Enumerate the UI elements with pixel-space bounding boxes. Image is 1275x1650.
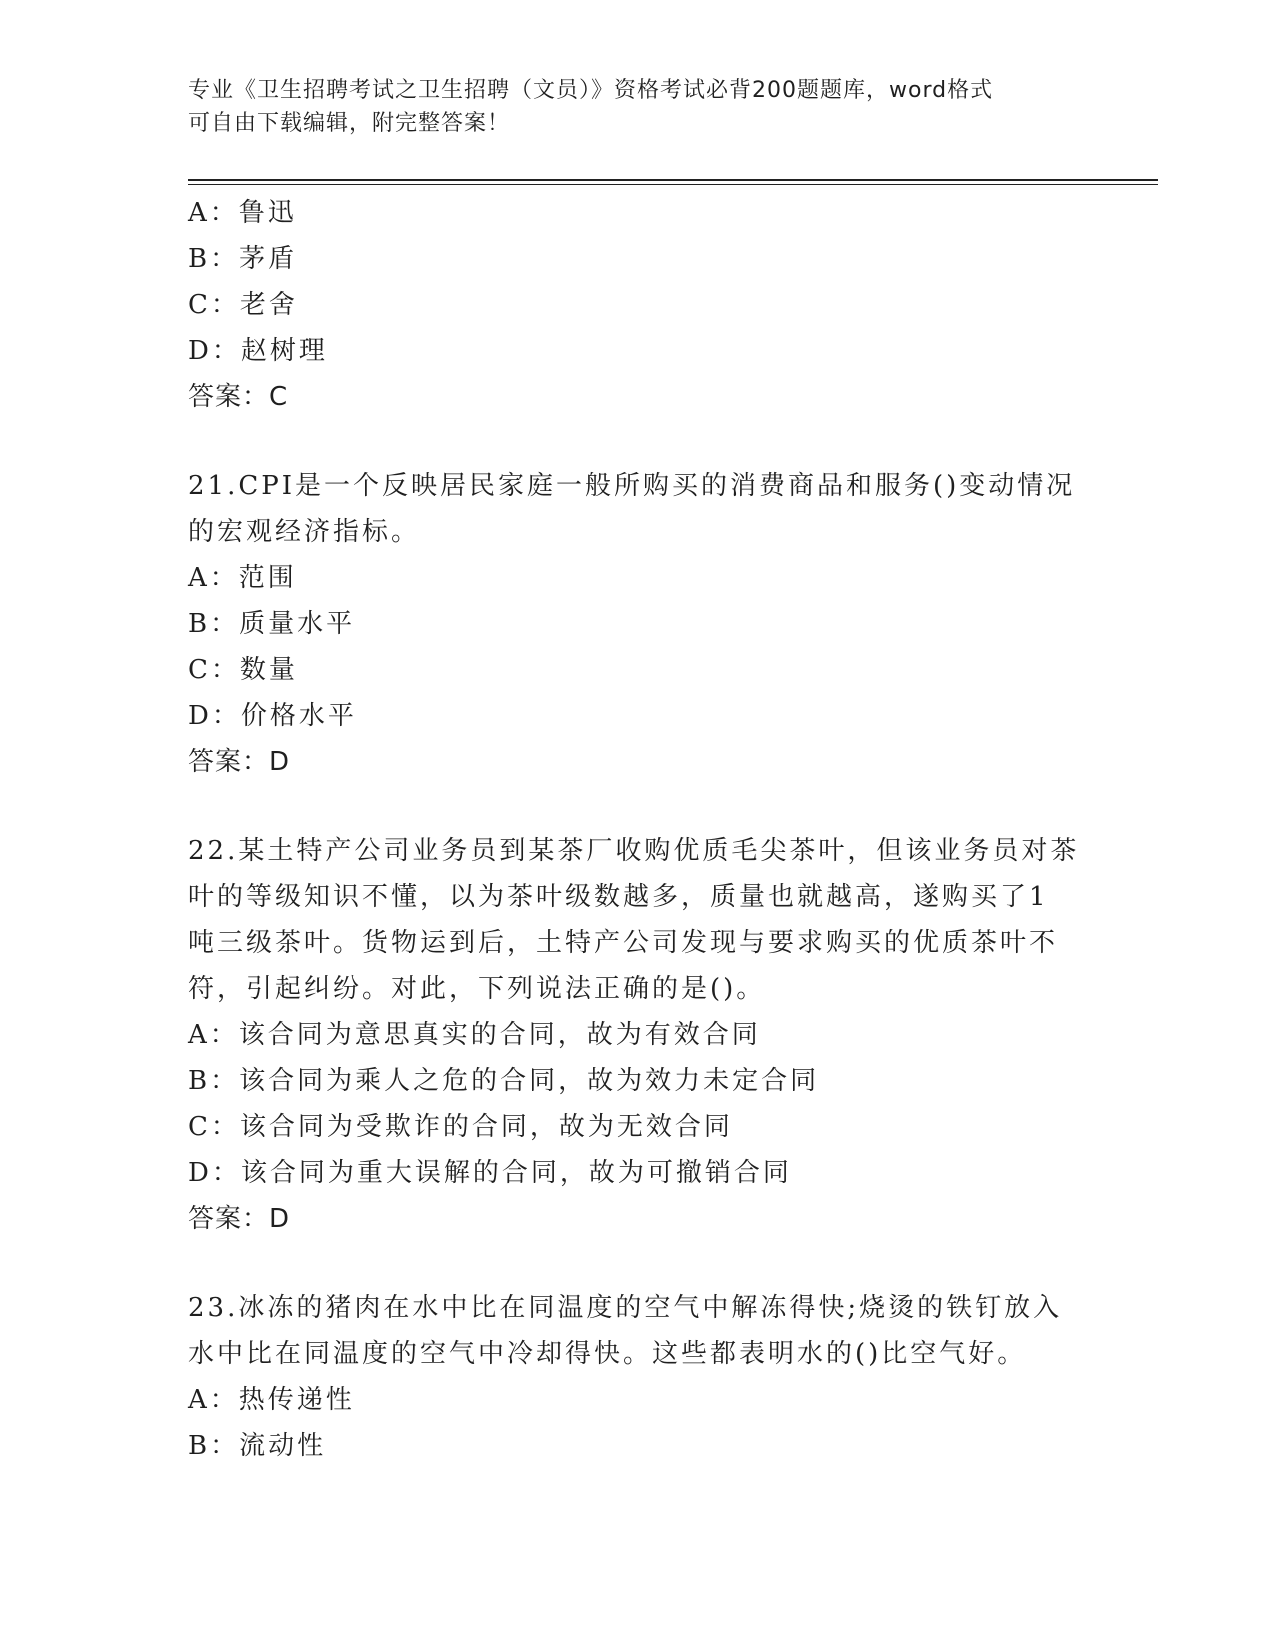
answer-line: 答案：D — [188, 1204, 291, 1234]
answer-line: 答案：C — [188, 382, 289, 412]
header-line-1: 专业《卫生招聘考试之卫生招聘（文员）》资格考试必背200题题库，word格式 — [188, 78, 994, 103]
option-b: B：该合同为乘人之危的合同，故为效力未定合同 — [188, 1066, 820, 1096]
spacer — [188, 785, 1088, 828]
answer-line: 答案：D — [188, 747, 291, 777]
question-block-21 — [188, 463, 1088, 785]
header-line-2: 可自由下载编辑，附完整答案！ — [188, 111, 511, 136]
option-a: A：鲁迅 — [188, 198, 297, 228]
spacer — [188, 1242, 1088, 1285]
question-stem-line: 23.冰冻的猪肉在水中比在同温度的空气中解冻得快;烧烫的铁钉放入 — [188, 1293, 1063, 1323]
option-c: C：老舍 — [188, 290, 298, 320]
option-a: A：该合同为意思真实的合同，故为有效合同 — [188, 1020, 761, 1050]
option-a: A：热传递性 — [188, 1385, 355, 1415]
question-block-prev — [188, 190, 1088, 420]
option-d: D：赵树理 — [188, 336, 328, 366]
question-stem-line: 叶的等级知识不懂，以为茶叶级数越多，质量也就越高，遂购买了1 — [188, 882, 1049, 912]
option-c: C：数量 — [188, 655, 298, 685]
question-stem-line: 水中比在同温度的空气中冷却得快。这些都表明水的()比空气好。 — [188, 1339, 1027, 1369]
option-b: B：茅盾 — [188, 244, 298, 274]
option-d: D：价格水平 — [188, 701, 357, 731]
question-block-22 — [188, 828, 1088, 1242]
question-block-23 — [188, 1285, 1088, 1469]
header-rule-thin — [188, 184, 1158, 185]
question-content — [188, 190, 1088, 1469]
header-rule-thick — [188, 179, 1158, 181]
option-c: C：该合同为受欺诈的合同，故为无效合同 — [188, 1112, 733, 1142]
spacer — [188, 420, 1088, 463]
option-b: B：流动性 — [188, 1431, 327, 1461]
option-b: B：质量水平 — [188, 609, 356, 639]
question-stem-line: 22.某土特产公司业务员到某茶厂收购优质毛尖茶叶，但该业务员对茶 — [188, 836, 1080, 866]
question-stem-line: 21.CPI是一个反映居民家庭一般所购买的消费商品和服务()变动情况 — [188, 471, 1076, 501]
document-header — [188, 74, 1068, 140]
question-stem-line: 的宏观经济指标。 — [188, 517, 421, 547]
option-a: A：范围 — [188, 563, 297, 593]
question-stem-line: 吨三级茶叶。货物运到后，土特产公司发现与要求购买的优质茶叶不 — [188, 928, 1059, 958]
option-d: D：该合同为重大误解的合同，故为可撤销合同 — [188, 1158, 792, 1188]
question-stem-line: 符，引起纠纷。对此，下列说法正确的是()。 — [188, 974, 766, 1004]
